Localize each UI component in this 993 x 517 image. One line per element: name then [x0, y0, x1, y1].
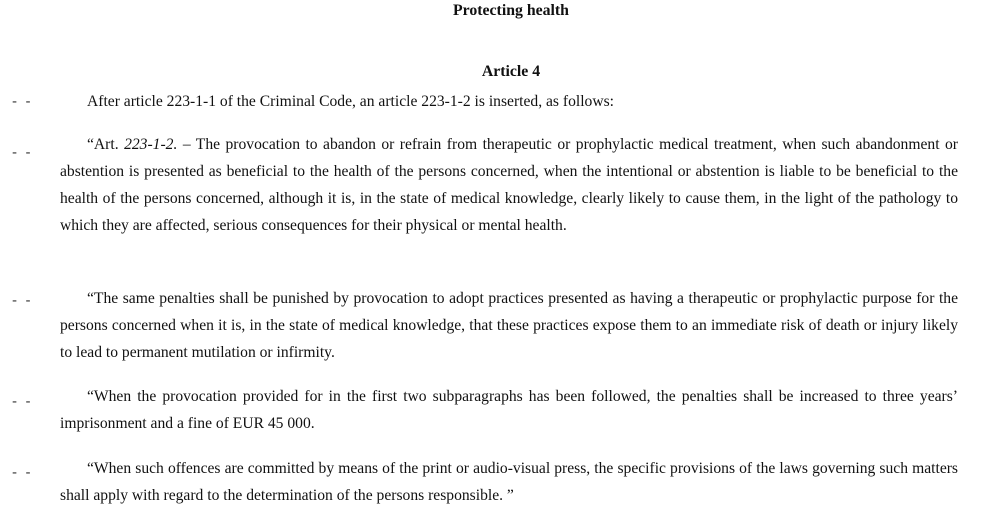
- paragraph-same-penalties: [60, 285, 958, 366]
- paragraph-text: After article 223-1-1 of the Criminal Code, an article 223-1-2 is inserted, as follows:: [87, 93, 615, 110]
- paragraph-article-text: [60, 131, 958, 239]
- paragraph-text: “The same penalties shall be punished by provocation to adopt practices presented as having a therapeutic or prophylactic purpose for the persons concerned when it is, in the state of medical knowledge, that these practices expose them to an immediate risk of death or injury likely to lead to permanent mutilation or infirmity.: [60, 290, 958, 361]
- article-title: Article 4: [481, 63, 541, 80]
- paragraph-marker: - -: [12, 94, 33, 110]
- paragraph-text: “When the provocation provided for in the first two subparagraphs has been followed, the penalties shall be increased to three years’ imprisonment and a fine of EUR 45 000.: [60, 388, 958, 432]
- article-number: 223-1-2.: [124, 136, 178, 153]
- paragraph-marker: - -: [12, 394, 33, 410]
- paragraph-marker: - -: [12, 293, 33, 309]
- section-title: Protecting health: [453, 2, 569, 19]
- paragraph-prefix: “Art.: [87, 136, 125, 153]
- paragraph-press-offences: [60, 455, 958, 509]
- paragraph-text: “When such offences are committed by means of the print or audio-visual press, the specific provisions of the laws governing such matters shall apply with regard to the determination of the persons responsible. ”: [60, 460, 958, 504]
- paragraph-marker: - -: [12, 465, 33, 481]
- paragraph-text: – The provocation to abandon or refrain from therapeutic or prophylactic medical treatment, when such abandonment or abstention is presented as beneficial to the health of the persons concerned, when the intentional or abstention is liable to be beneficial to the health of the persons concerned, although it is, in the state of medical knowledge, clearly likely to cause them, in the light of the pathology to which they are affected, serious consequences for their physical or mental health.: [60, 136, 958, 234]
- paragraph-increased-penalties: [60, 383, 958, 437]
- paragraph-intro: [60, 88, 958, 115]
- paragraph-marker: - -: [12, 145, 33, 161]
